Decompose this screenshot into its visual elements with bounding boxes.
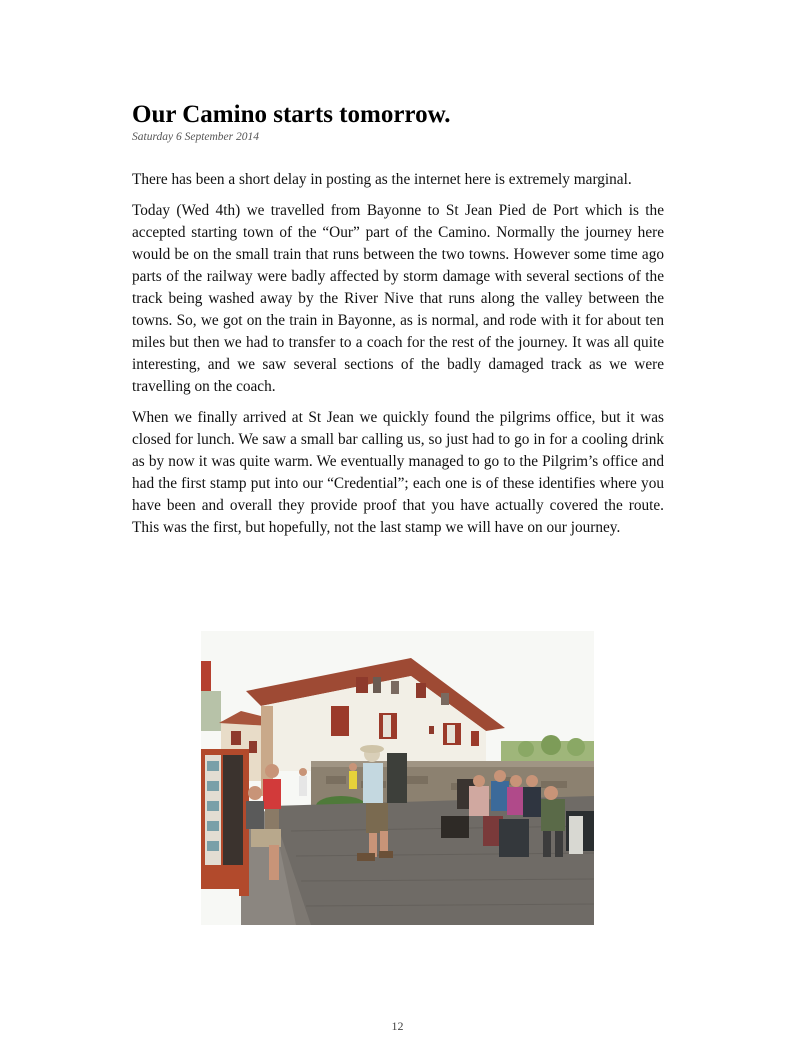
- page-content: [132, 100, 664, 548]
- page-number: 12: [391, 1019, 404, 1033]
- paragraph-3: When we finally arrived at St Jean we quickly found the pilgrims office, but it was closed for lunch. We saw a small bar calling us, so just had to go in for a cooling drink as by now it was quite warm. We eventually managed to go to the Pilgrim’s office and had the first stamp put into our “Credential”; each one is of these identifies where you have been and overall they provide proof that you have actually covered the route. This was the first, but hopefully, not the last stamp we will have on our journey.: [132, 409, 664, 536]
- post-date: Saturday 6 September 2014: [132, 131, 260, 143]
- paragraph-2: Today (Wed 4th) we travelled from Bayonne to St Jean Pied de Port which is the accepted starting town of the “Our” part of the Camino. Normally the journey here would be on the small train that runs between the two towns. However some time ago parts of the railway were badly affected by storm damage with several sections of the track being washed away by the River Nive that runs along the valley between the towns. So, we got on the train in Bayonne, as is normal, and rode with it for about ten miles but then we had to transfer to a coach for the rest of the journey. It was all quite interesting, and we saw several sections of the badly damaged track as we were travelling on the coach.: [132, 202, 664, 395]
- post-body: [132, 169, 664, 539]
- post-title: Our Camino starts tomorrow.: [132, 101, 451, 128]
- photo-st-jean-square: [201, 631, 594, 925]
- paragraph-1: There has been a short delay in posting as the internet here is extremely marginal.: [132, 171, 632, 188]
